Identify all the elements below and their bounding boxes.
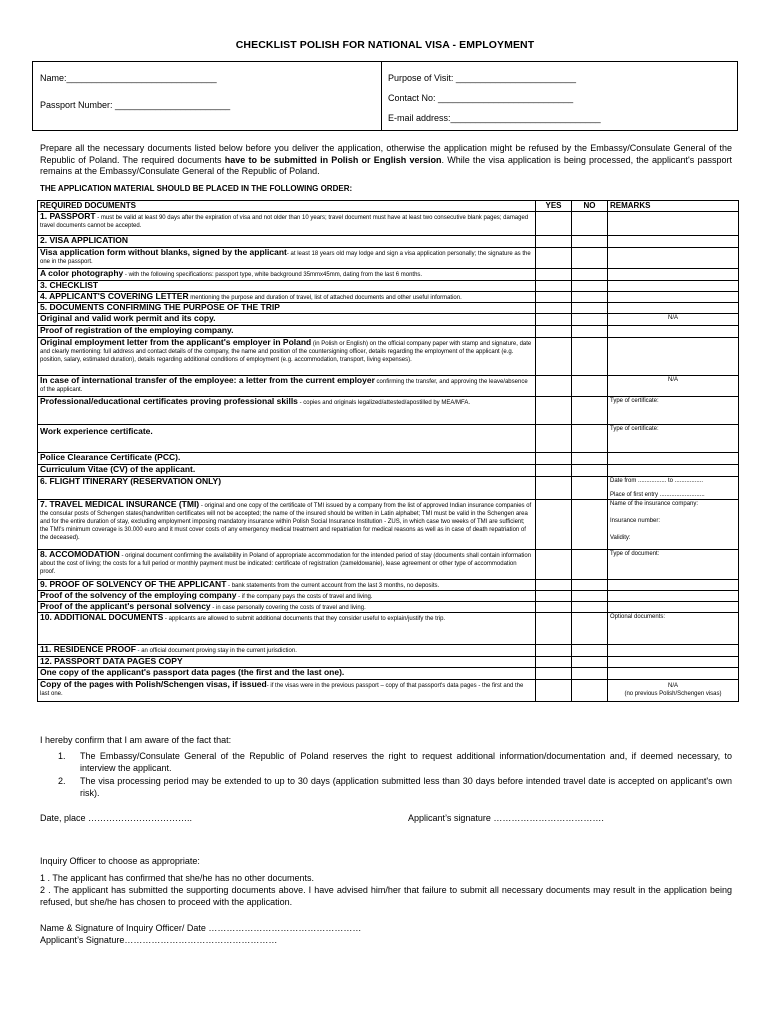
inquiry-officer-section [40, 855, 732, 946]
table-row [38, 397, 739, 425]
yes-cell[interactable] [536, 580, 572, 591]
remarks-cell[interactable] [608, 326, 739, 338]
confirmation-item-1: 1. The Embassy/Consulate General of the Republic of Poland reserves the right to request additional information/documentation and, if deemed necessary, to interview the applicant. [68, 750, 732, 774]
yes-cell[interactable] [536, 477, 572, 500]
row-applicant-solvency [38, 580, 536, 591]
table-row [38, 376, 739, 397]
no-cell[interactable] [572, 453, 608, 465]
row-covering-letter [38, 292, 536, 303]
yes-cell[interactable] [536, 680, 572, 702]
row-desc: - bank statements from the current account from the last 3 months, no deposits. [226, 583, 440, 589]
no-cell[interactable] [572, 591, 608, 602]
header-required-documents: REQUIRED DOCUMENTS [38, 201, 536, 212]
remarks-flight[interactable] [608, 477, 739, 500]
table-row [38, 236, 739, 248]
remarks-validity: Validity: [610, 535, 631, 541]
row-residence-proof [38, 645, 536, 657]
remarks-type-of-certificate[interactable]: Type of certificate: [608, 425, 739, 453]
row-schengen-visas [38, 680, 536, 702]
yes-cell[interactable] [536, 645, 572, 657]
table-row [38, 212, 739, 236]
table-row [38, 326, 739, 338]
yes-cell[interactable] [536, 668, 572, 680]
row-desc: - if the company pays the costs of travel and living. [236, 594, 373, 600]
row-employment-letter [38, 338, 536, 376]
table-row [38, 425, 739, 453]
no-cell[interactable] [572, 668, 608, 680]
row-title: Visa application form without blanks, signed by the applicant [40, 247, 287, 257]
row-desc: - applicants are allowed to submit additional documents that they consider useful to explain/justify the trip. [163, 616, 446, 622]
date-place-field[interactable]: Date, place …………………………….. [40, 813, 193, 823]
remarks-cell[interactable] [608, 668, 739, 680]
order-note: THE APPLICATION MATERIAL SHOULD BE PLACED IN THE FOLLOWING ORDER: [40, 184, 353, 193]
yes-cell[interactable] [536, 465, 572, 477]
row-professional-certificates [38, 397, 536, 425]
confirmation-item-2: 2. The visa processing period may be extended to up to 30 days (application submitted less than 30 days before intended travel date is accepted on applicant's own risk). [68, 775, 732, 799]
remarks-na: N/A [608, 314, 739, 326]
row-desc: confirming the transfer, and approving the leave/absence of the applicant. [40, 379, 528, 393]
no-cell[interactable] [572, 236, 608, 248]
no-cell[interactable] [572, 613, 608, 645]
row-title: 4. APPLICANT'S COVERING LETTER [40, 291, 189, 301]
remarks-cell[interactable] [608, 236, 739, 248]
remarks-insurance[interactable] [608, 500, 739, 550]
remarks-cell[interactable] [608, 645, 739, 657]
no-cell[interactable] [572, 645, 608, 657]
remarks-cell[interactable] [608, 580, 739, 591]
row-visa-application: 2. VISA APPLICATION [40, 235, 129, 245]
row-title: 9. PROOF OF SOLVENCY OF THE APPLICANT [40, 579, 227, 589]
inquiry-officer-signature[interactable]: Name & Signature of Inquiry Officer/ Date …………………………………………… [40, 923, 362, 933]
remarks-insurance-company: Name of the insurance company: [610, 501, 699, 507]
remarks-insurance-number: Insurance number: [610, 518, 661, 524]
row-title: Copy of the pages with Polish/Schengen visas, if issued [40, 679, 267, 689]
row-purpose-documents: 5. DOCUMENTS CONFIRMING THE PURPOSE OF THE TRIP [40, 302, 280, 312]
row-passport-pages-copy: 12. PASSPORT DATA PAGES COPY [40, 656, 183, 666]
remarks-cell[interactable] [608, 269, 739, 281]
no-cell[interactable] [572, 212, 608, 236]
row-desc: - at least 18 years old may lodge and sign a visa application personally; the signature as the one in the passport. [40, 251, 531, 265]
yes-cell[interactable] [536, 292, 572, 303]
yes-cell[interactable] [536, 613, 572, 645]
row-title: 11. RESIDENCE PROOF [40, 644, 136, 654]
yes-cell[interactable] [536, 338, 572, 376]
row-visa-form [38, 248, 536, 269]
no-cell[interactable] [572, 338, 608, 376]
row-company-registration: Proof of registration of the employing company. [40, 325, 234, 335]
no-cell[interactable] [572, 477, 608, 500]
no-cell[interactable] [572, 292, 608, 303]
row-title: Original employment letter from the applicant's employer in Poland [40, 337, 312, 347]
no-cell[interactable] [572, 281, 608, 292]
remarks-cell[interactable] [608, 602, 739, 613]
row-desc: - original and one copy of the certificate of TMI issued by a company from the list of approved Indian insurance companies of the consular posts of Schengen states(handwritten certificates will not be accepted; the name of the insured should be written in Latin alphabet; TMI must be valid in the Schengen area and for the entire duration of stay, excluding employment imposing mandatory insurance within Polish Social Insurance Institution - ZUS, in which case two weeks of TMI are sufficient; the TMI's minimum coverage is 30.000 euro and it must cover costs of any emergency medical treatment and repatriation for medical reasons as well as in case of death repatriation of the deceased). [40, 503, 532, 541]
row-checklist: 3. CHECKLIST [40, 280, 99, 290]
contact-no-field[interactable]: Contact No: ___________________________ [388, 93, 574, 103]
table-row [38, 453, 739, 465]
inquiry-option-1[interactable]: 1 . The applicant has confirmed that she/he has no other documents. [40, 873, 315, 883]
yes-cell[interactable] [536, 248, 572, 269]
row-additional-documents [38, 613, 536, 645]
table-row [38, 303, 739, 314]
remarks-no-previous-visas: (no previous Polish/Schengen visas) [624, 691, 722, 697]
row-title: 10. ADDITIONAL DOCUMENTS [40, 612, 164, 622]
row-title: 8. ACCOMODATION [40, 549, 120, 559]
yes-cell[interactable] [536, 453, 572, 465]
intro-text-bold: have to be submitted in Polish or English version [224, 154, 442, 165]
header-remarks: REMARKS [608, 201, 739, 212]
table-row [38, 657, 739, 668]
remarks-type-of-certificate[interactable]: Type of certificate: [608, 397, 739, 425]
table-row [38, 269, 739, 281]
table-row [38, 500, 739, 550]
remarks-na: N/A [608, 376, 739, 397]
yes-cell[interactable] [536, 269, 572, 281]
intro-paragraph [40, 143, 732, 178]
row-curriculum-vitae: Curriculum Vitae (CV) of the applicant. [40, 464, 196, 474]
table-row [38, 465, 739, 477]
table-row [38, 338, 739, 376]
table-row [38, 292, 739, 303]
yes-cell[interactable] [536, 602, 572, 613]
remarks-cell[interactable] [608, 465, 739, 477]
yes-cell[interactable] [536, 212, 572, 236]
yes-cell[interactable] [536, 303, 572, 314]
remarks-cell[interactable] [608, 453, 739, 465]
no-cell[interactable] [572, 314, 608, 326]
table-row [38, 680, 739, 702]
checklist-table [37, 200, 739, 702]
yes-cell[interactable] [536, 376, 572, 397]
row-title: Professional/educational certificates proving professional skills [40, 396, 298, 406]
row-desc: - must be valid at least 90 days after the expiration of visa and not older than 10 years; travel document must have at least two consecutive blank pages; damaged travel documents cannot be accepted. [40, 215, 529, 229]
confirmation-section [40, 734, 732, 800]
row-company-solvency [38, 591, 536, 602]
remarks-cell[interactable] [608, 292, 739, 303]
remarks-cell[interactable] [608, 281, 739, 292]
remarks-cell[interactable] [608, 212, 739, 236]
table-row [38, 580, 739, 591]
table-row [38, 281, 739, 292]
no-cell[interactable] [572, 269, 608, 281]
table-row [38, 314, 739, 326]
remarks-optional-documents[interactable]: Optional documents: [608, 613, 739, 645]
row-desc: (in Polish or English) on the official company paper with stamp and signature, date and clearly mentioning: full address and contact details of the company, the name and position of the countersigning officer, details regarding the employment of the applicant (e.g. position, salary, estimated duration), details regarding additional conditions of employment (e.g. accommodation, transport, living expenses). [40, 341, 532, 363]
row-desc: - in case personally covering the costs of travel and living. [210, 605, 366, 611]
table-row [38, 248, 739, 269]
applicant-info-box [32, 61, 738, 131]
purpose-of-visit-field[interactable]: Purpose of Visit: ________________________ [388, 73, 576, 83]
no-cell[interactable] [572, 657, 608, 668]
row-desc: - if the visas were in the previous passport – copy of that passport's data pages - the first and the last one. [40, 683, 524, 697]
no-cell[interactable] [572, 376, 608, 397]
row-passport [38, 212, 536, 236]
remarks-na: N/A [667, 683, 678, 689]
row-passport-data-pages: One copy of the applicant's passport data pages (the first and the last one). [40, 667, 345, 677]
no-cell[interactable] [572, 602, 608, 613]
row-title: Proof of the applicant's personal solvency [40, 601, 211, 611]
applicant-signature-field[interactable]: Applicant’s signature ………………………………. [408, 813, 604, 823]
no-cell[interactable] [572, 397, 608, 425]
yes-cell[interactable] [536, 397, 572, 425]
row-work-experience: Work experience certificate. [40, 426, 153, 436]
remarks-cell[interactable] [608, 338, 739, 376]
no-cell[interactable] [572, 500, 608, 550]
row-flight-itinerary: 6. FLIGHT ITINERARY (RESERVATION ONLY) [40, 476, 222, 486]
remarks-cell[interactable] [608, 303, 739, 314]
row-desc: mentioning the purpose and duration of travel, list of attached documents and other useful information. [188, 295, 462, 301]
yes-cell[interactable] [536, 657, 572, 668]
passport-number-field[interactable]: Passport Number: _______________________ [40, 100, 231, 110]
no-cell[interactable] [572, 550, 608, 580]
yes-cell[interactable] [536, 550, 572, 580]
remarks-cell[interactable] [608, 657, 739, 668]
yes-cell[interactable] [536, 314, 572, 326]
row-police-clearance: Police Clearance Certificate (PCC). [40, 452, 181, 462]
inquiry-heading: Inquiry Officer to choose as appropriate: [40, 856, 200, 866]
row-desc: - original document confirming the availability in Poland of appropriate accommodation for the intended period of stay (documents shall contain information about the cost of living; the costs for a full period or monthly payment must be indicated: certificate of registration (zameldowanie), lease agreement or other type of accommodation proof. [40, 553, 532, 575]
row-title: Proof of the solvency of the employing company [40, 590, 237, 600]
remarks-place-of-entry: Place of first entry ........................... [610, 492, 705, 498]
row-photo [38, 269, 536, 281]
row-desc: - copies and originals legalized/attested/apostilled by MEA/MFA. [297, 400, 471, 406]
table-row [38, 477, 739, 500]
row-title: 1. PASSPORT [40, 211, 96, 221]
yes-cell[interactable] [536, 236, 572, 248]
table-row [38, 550, 739, 580]
row-title: 7. TRAVEL MEDICAL INSURANCE (TMI) [40, 499, 200, 509]
row-desc: - with the following specifications: passport type, white background 35mmx45mm, dating from the last 6 months. [123, 272, 423, 278]
remarks-schengen [608, 680, 739, 702]
no-cell[interactable] [572, 465, 608, 477]
table-row [38, 668, 739, 680]
row-work-permit: Original and valid work permit and its copy. [40, 313, 216, 323]
table-row [38, 602, 739, 613]
yes-cell[interactable] [536, 281, 572, 292]
no-cell[interactable] [572, 248, 608, 269]
yes-cell[interactable] [536, 425, 572, 453]
yes-cell[interactable] [536, 500, 572, 550]
no-cell[interactable] [572, 425, 608, 453]
no-cell[interactable] [572, 580, 608, 591]
row-desc: - an official document proving stay in the current jurisdiction. [135, 648, 297, 654]
no-cell[interactable] [572, 680, 608, 702]
confirmation-intro: I hereby confirm that I am aware of the fact that: [40, 735, 232, 745]
row-title: In case of international transfer of the employee: a letter from the current employer [40, 375, 375, 385]
remarks-type-of-document[interactable]: Type of document: [608, 550, 739, 580]
remarks-cell[interactable] [608, 248, 739, 269]
intro-text-c: . While the visa application is being processed, the applicant's passport remains at the Embassy/Consulate General of the Republic of Poland. [40, 154, 732, 176]
table-row [38, 645, 739, 657]
inquiry-applicant-signature[interactable]: Applicant’s Signature…………………………………………… [40, 935, 278, 945]
no-cell[interactable] [572, 303, 608, 314]
row-transfer-letter [38, 376, 536, 397]
header-yes: YES [536, 201, 572, 212]
table-header-row [38, 201, 739, 212]
row-title: A color photography [40, 268, 124, 278]
header-no: NO [572, 201, 608, 212]
yes-cell[interactable] [536, 326, 572, 338]
row-travel-insurance [38, 500, 536, 550]
info-divider [381, 62, 382, 130]
page-title: CHECKLIST POLISH FOR NATIONAL VISA - EMPLOYMENT [235, 39, 535, 51]
remarks-cell[interactable] [608, 591, 739, 602]
no-cell[interactable] [572, 326, 608, 338]
email-field[interactable]: E-mail address:______________________________ [388, 113, 601, 123]
inquiry-option-2[interactable]: 2 . The applicant has submitted the supporting documents above. I have advised him/her that failure to submit all necessary documents may result in the application being refused, but she/he has chosen to proceed with the application. [40, 885, 732, 907]
intro-text-a: Prepare all the necessary documents listed below before you deliver the application, otherwise the application might be refused by the Embassy/Consulate General of the Republic of Poland. The required documents [40, 143, 732, 165]
yes-cell[interactable] [536, 591, 572, 602]
row-personal-solvency [38, 602, 536, 613]
table-row [38, 613, 739, 645]
row-accommodation [38, 550, 536, 580]
remarks-date-range: Date from ................. to ................. [610, 478, 704, 484]
table-row [38, 591, 739, 602]
name-field[interactable]: Name:______________________________ [40, 73, 217, 83]
